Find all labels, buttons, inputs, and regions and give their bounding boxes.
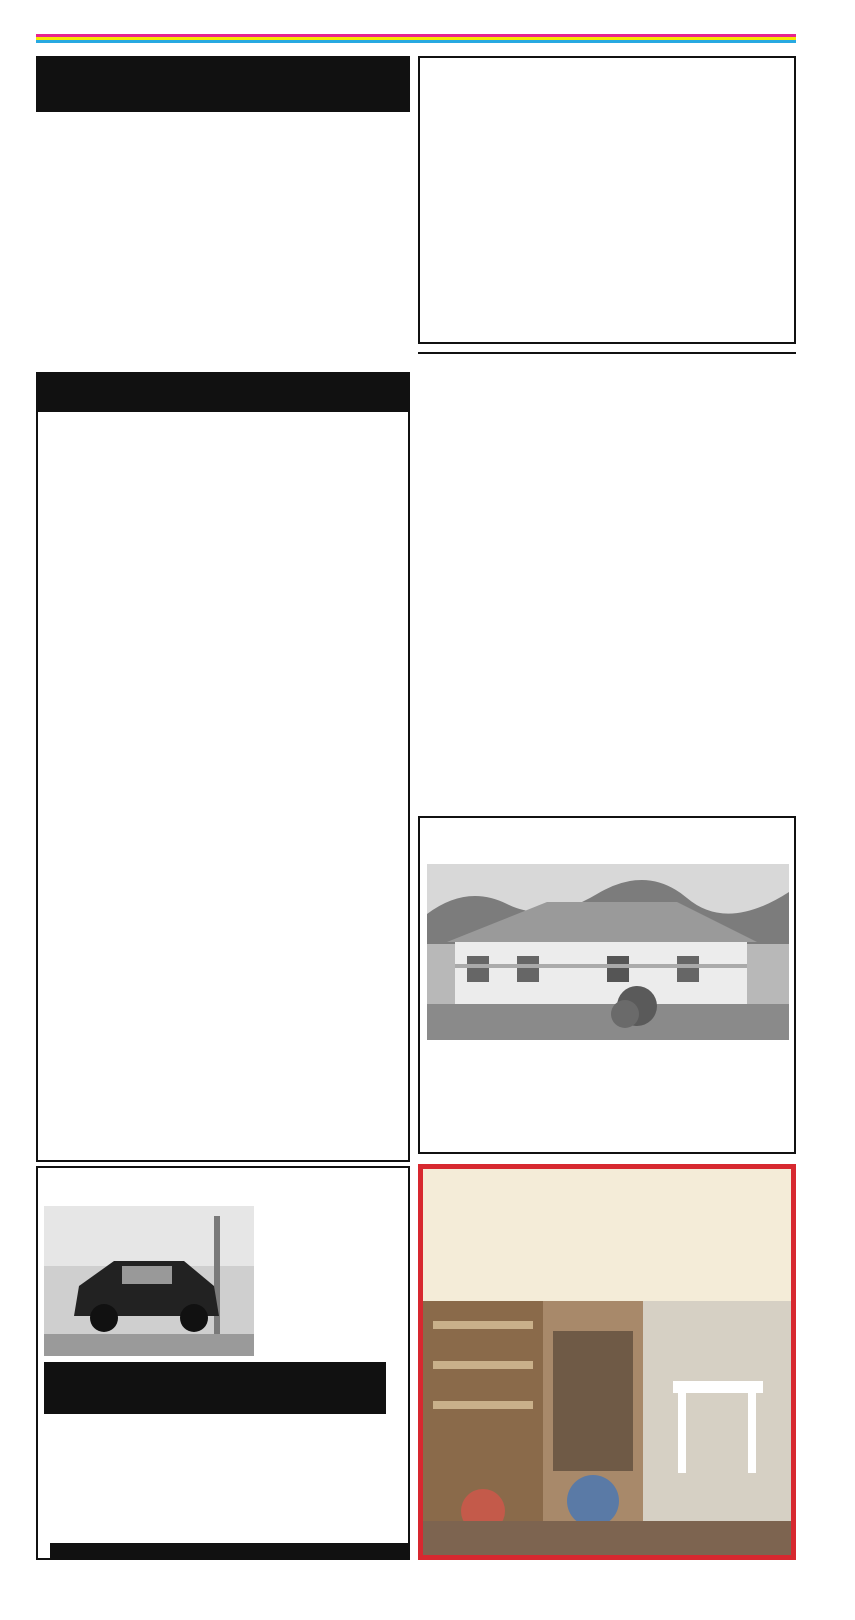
- courthouse-col-2: [163, 120, 283, 360]
- houses-ad: [418, 816, 796, 1154]
- ktc-col-1: [424, 428, 542, 808]
- wrecker-bar: [44, 1362, 386, 1414]
- courthouse-title-bar: [36, 56, 410, 112]
- bodyshop-footer-bar: [50, 1543, 410, 1560]
- menus-box: [36, 372, 410, 1162]
- courthouse-col-1: [36, 120, 156, 360]
- community-col-1: [426, 112, 604, 342]
- menus-title-bar: [36, 372, 410, 412]
- wrecked-car-photo: [44, 1206, 254, 1356]
- store-interior-photo: [423, 1301, 791, 1555]
- menu-day-headers: [38, 416, 408, 446]
- mccoy-ad: [418, 1164, 796, 1560]
- house-photo: [427, 864, 789, 1040]
- menus-title: [36, 372, 410, 374]
- courthouse-col-3: [290, 120, 412, 360]
- mccoy-inner: [423, 1169, 791, 1555]
- header-color-bars: [36, 34, 796, 43]
- ktc-col-2: [548, 428, 666, 808]
- ktc-col-3: [672, 428, 792, 808]
- community-col-2: [610, 61, 790, 342]
- ktc-top-rule: [418, 352, 796, 354]
